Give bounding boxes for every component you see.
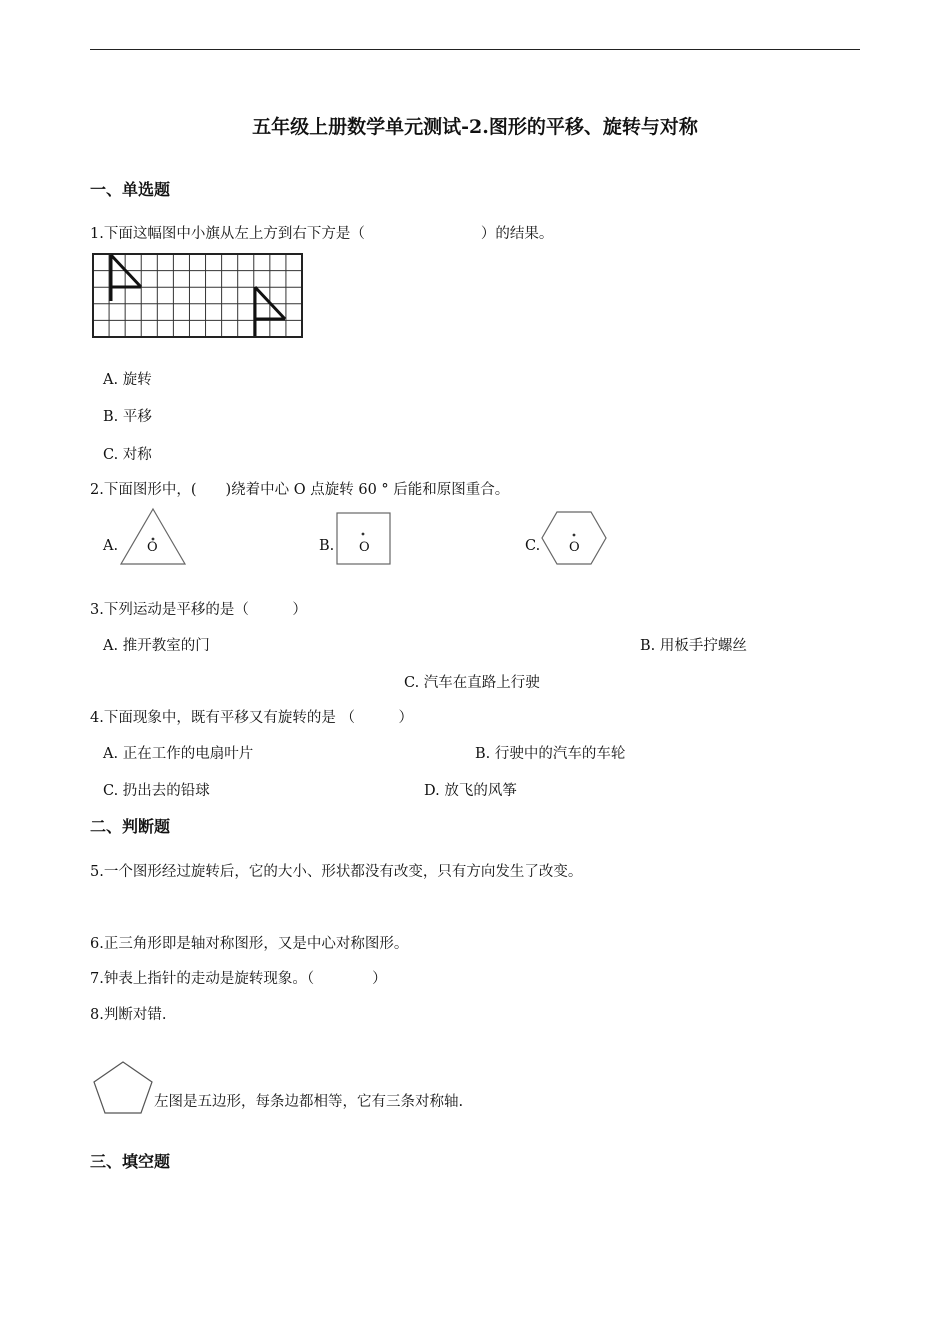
question-2-option-b[interactable]: B. xyxy=(319,538,335,554)
question-4-text: 4.下面现象中，既有平移又有旋转的是 （ ） xyxy=(90,710,413,726)
triangle-center-label: O xyxy=(147,540,158,555)
square-figure xyxy=(336,512,392,566)
flag-top-left xyxy=(111,255,141,301)
question-7-text: 7.钟表上指针的走动是旋转现象。（ ） xyxy=(90,971,387,987)
section-heading-2: 二、判断题 xyxy=(90,817,171,836)
question-1-text: 1.下面这幅图中小旗从左上方到右下方是（ ）的结果。 xyxy=(90,226,554,242)
hexagon-figure xyxy=(540,511,608,567)
triangle-figure xyxy=(118,507,188,567)
question-2-text: 2.下面图形中，( )绕着中心 O 点旋转 60 ° 后能和原图重合。 xyxy=(90,482,510,498)
question-1-option-a[interactable]: A. 旋转 xyxy=(103,372,152,388)
question-2-option-a[interactable]: A. xyxy=(103,538,119,554)
question-3-text: 3.下列运动是平移的是（ ） xyxy=(90,602,307,618)
hexagon-center-label: O xyxy=(569,540,580,555)
question-8-statement: 左图是五边形，每条边都相等，它有三条对称轴. xyxy=(154,1094,464,1110)
question-6-text: 6.正三角形即是轴对称图形，又是中心对称图形。 xyxy=(90,936,409,952)
question-3-option-a[interactable]: A. 推开教室的门 xyxy=(103,638,210,654)
square-center-label: O xyxy=(359,540,370,555)
pentagon-figure xyxy=(92,1061,154,1115)
question-4-option-b[interactable]: B. 行驶中的汽车的车轮 xyxy=(475,746,626,762)
header-rule xyxy=(90,49,860,50)
question-4-option-d[interactable]: D. 放飞的风筝 xyxy=(424,783,517,799)
page-title: 五年级上册数学单元测试-2.图形的平移、旋转与对称 xyxy=(252,116,698,138)
question-4-option-a[interactable]: A. 正在工作的电扇叶片 xyxy=(103,746,254,762)
question-4-option-c[interactable]: C. 扔出去的铅球 xyxy=(103,783,210,799)
section-heading-3: 三、填空题 xyxy=(90,1152,171,1171)
question-2-option-c[interactable]: C. xyxy=(525,538,541,554)
question-3-option-b[interactable]: B. 用板手拧螺丝 xyxy=(640,638,747,654)
section-heading-1: 一、单选题 xyxy=(90,180,171,199)
question-1-grid-figure xyxy=(92,253,304,339)
question-3-option-c[interactable]: C. 汽车在直路上行驶 xyxy=(404,675,540,691)
question-8-text: 8.判断对错. xyxy=(90,1007,167,1023)
question-1-option-b[interactable]: B. 平移 xyxy=(103,409,152,425)
question-1-option-c[interactable]: C. 对称 xyxy=(103,447,152,463)
question-5-text: 5.一个图形经过旋转后，它的大小、形状都没有改变，只有方向发生了改变。 xyxy=(90,864,583,880)
